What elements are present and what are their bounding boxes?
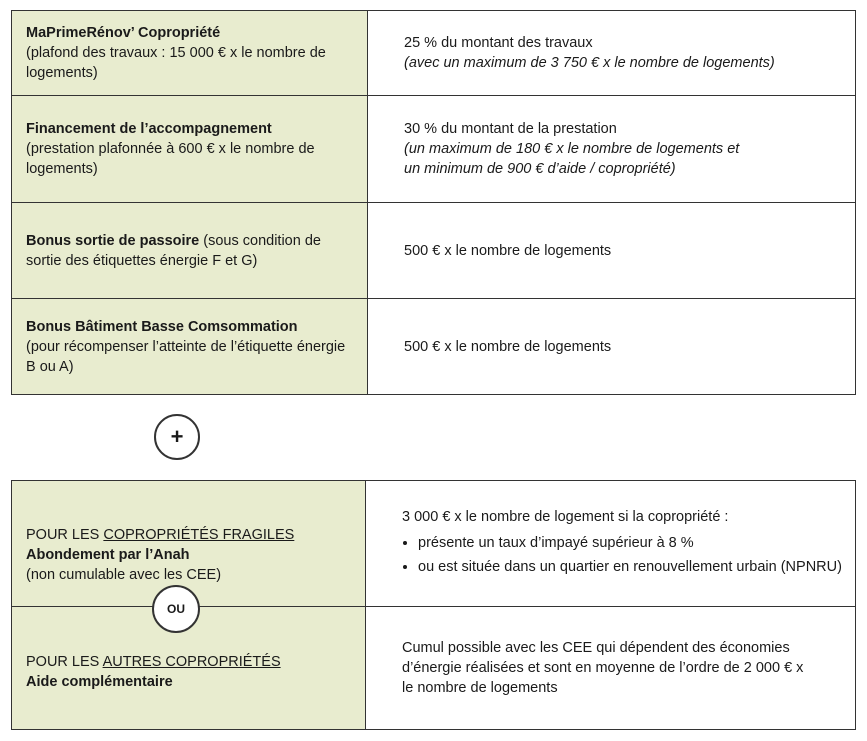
row-value: 500 € x le nombre de logements	[404, 338, 612, 355]
or-symbol: OU	[167, 602, 185, 616]
row-subtitle: (pour récompenser l’atteinte de l’étiquette énergie B ou A)	[26, 338, 346, 375]
table-row-fragile	[12, 481, 855, 606]
row-subtitle: (sous condition de sortie des étiquettes énergie F et G)	[26, 232, 321, 269]
row-value-note: (un maximum de 180 € x le nombre de logements et	[404, 141, 740, 157]
table-row	[12, 298, 855, 394]
or-icon	[152, 585, 200, 633]
plus-icon	[154, 414, 200, 460]
row-title: Abondement par l’Anah	[26, 546, 190, 563]
row-value: Cumul possible avec les CEE qui dépendent des économies d’énergie réalisées et sont en moyenne de l’ordre de 2 000 € x le nombre de logements	[402, 640, 804, 696]
category-name: AUTRES COPROPRIÉTÉS	[102, 654, 281, 670]
row-title: Bonus sortie de passoire	[26, 232, 200, 249]
row-title: MaPrimeRénov’ Copropriété	[26, 25, 221, 41]
category-heading	[26, 525, 294, 545]
plus-symbol: +	[170, 424, 184, 449]
category-heading	[26, 652, 281, 672]
category-prefix: POUR LES	[26, 526, 104, 543]
category-name: COPROPRIÉTÉS FRAGILES	[103, 526, 295, 543]
row-title: Financement de l’accompagnement	[26, 121, 272, 137]
row-title: Bonus Bâtiment Basse Comsommation	[26, 318, 298, 335]
row-value-cell	[368, 96, 855, 202]
row-label-cell	[12, 203, 368, 298]
category-prefix: POUR LES	[26, 654, 103, 670]
aides-table	[11, 10, 856, 395]
row-value-note: un minimum de 900 € d’aide / copropriété)	[404, 161, 676, 177]
row-label-cell	[12, 11, 368, 95]
table-row-autres	[12, 606, 855, 729]
row-label-cell	[12, 299, 368, 394]
table-row	[12, 202, 855, 298]
list-item: • ou est située dans un quartier en renouvellement urbain (NPNRU)	[418, 557, 842, 577]
row-value-cell	[368, 299, 855, 394]
row-title: Aide complémentaire	[26, 674, 173, 690]
row-value-cell	[368, 203, 855, 298]
row-label-cell	[12, 96, 368, 202]
row-label-cell	[12, 481, 366, 606]
table-row	[12, 95, 855, 202]
list-item: • présente un taux d’impayé supérieur à 8 %	[418, 533, 842, 553]
complementary-table	[11, 480, 856, 730]
row-value: 30 % du montant de la prestation	[404, 121, 617, 137]
table-row	[12, 11, 855, 95]
row-value-note: (avec un maximum de 3 750 € x le nombre de logements)	[404, 55, 775, 71]
row-subtitle: (prestation plafonnée à 600 € x le nombre de logements)	[26, 141, 315, 177]
row-value: 500 € x le nombre de logements	[404, 242, 612, 259]
row-value-cell	[368, 11, 855, 95]
row-value-cell	[366, 607, 855, 729]
row-subtitle: (non cumulable avec les CEE)	[26, 566, 222, 583]
row-value-cell	[366, 481, 855, 606]
row-subtitle: (plafond des travaux : 15 000 € x le nombre de logements)	[26, 45, 326, 81]
row-value: 3 000 € x le nombre de logement si la copropriété :	[402, 508, 729, 525]
row-value: 25 % du montant des travaux	[404, 35, 593, 51]
condition-list	[402, 533, 842, 577]
